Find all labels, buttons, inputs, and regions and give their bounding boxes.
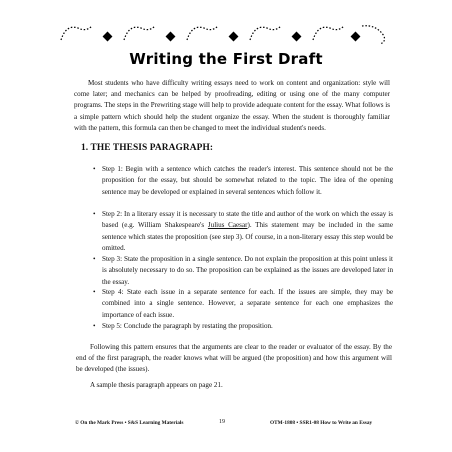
bullet-icon: •	[93, 288, 96, 296]
page-title: Writing the First Draft	[129, 50, 323, 68]
step-item	[93, 287, 393, 321]
intro-paragraph: Most students who have difficulty writing essays need to work on content and organization: style will come later; and mechanics can be helped by proofreading, editing or using one of the many computer programs. The steps in the Prewriting stage will help to provide adequate content for the essay. What follows is a simple pattern which should help the student organize the essay. When the student is thoroughly familiar with the pattern, this formula can then be changed to meet the individual student's needs.	[74, 79, 390, 132]
step-text	[102, 254, 393, 288]
step-label: Step 5:	[102, 322, 122, 330]
footer-product-code: OTM-1808 • SSR1-08 How to Write an Essay	[270, 420, 373, 426]
step-item	[93, 164, 393, 198]
step-text	[102, 321, 393, 332]
bullet-icon: •	[93, 165, 96, 173]
footer-page-number: 19	[219, 419, 225, 425]
step-body-continued: ). This statement may be included in the same sentence which states the proposition (see step 3). Of course, in a non-literary essay this step would be omitted.	[102, 221, 393, 253]
step-item	[93, 209, 393, 255]
sample-note: A sample thesis paragraph appears on page 21.	[90, 381, 223, 389]
step-body: Begin with a sentence which catches the reader's interest. This sentence should not be the proposition for the essay, but should be somewhat related to the topic. The idea of the opening sentence may be developed or explained in several sentences which follow it.	[102, 165, 394, 196]
bullet-icon: •	[93, 210, 96, 218]
step-body: State the proposition in a single sentence. Do not explain the proposition at this point unless it is absolutely necessary to do so. The proposition can be explained as the issues are developed later in the essay.	[102, 255, 394, 286]
section-heading: 1. THE THESIS PARAGRAPH:	[81, 143, 214, 153]
step-label: Step 1:	[102, 165, 123, 173]
decorative-border	[56, 20, 396, 50]
bullet-icon: •	[93, 322, 96, 330]
step-body: State each issue in a separate sentence for each. If the issues are simple, they may be combined into a single sentence. However, a separate sentence for each one emphasizes the importance of each issue.	[102, 288, 394, 319]
step-item	[93, 321, 393, 332]
step-body: Conclude the paragraph by restating the proposition.	[123, 322, 273, 330]
step-label: Step 3:	[102, 255, 123, 263]
step-label: Step 4:	[102, 288, 124, 296]
step-text	[102, 209, 393, 255]
step-body: In a literary essay it is necessary to state the title and author of the work on which the essay is based (e.g. William Shakespeare's	[102, 210, 393, 230]
step-text	[102, 164, 393, 198]
step-label: Step 2:	[102, 210, 123, 218]
footer-publisher: © On the Mark Press • S&S Learning Materials	[75, 420, 184, 426]
bullet-icon: •	[93, 255, 96, 263]
conclusion-paragraph: Following this pattern ensures that the arguments are clear to the reader or evaluator of the essay. By the end of the first paragraph, the reader knows what will be argued (the proposition) and how this argument will be developed (the issues).	[76, 343, 392, 374]
work-title: Julius Caesar	[207, 221, 248, 230]
step-item	[93, 254, 393, 288]
step-text	[102, 287, 393, 321]
